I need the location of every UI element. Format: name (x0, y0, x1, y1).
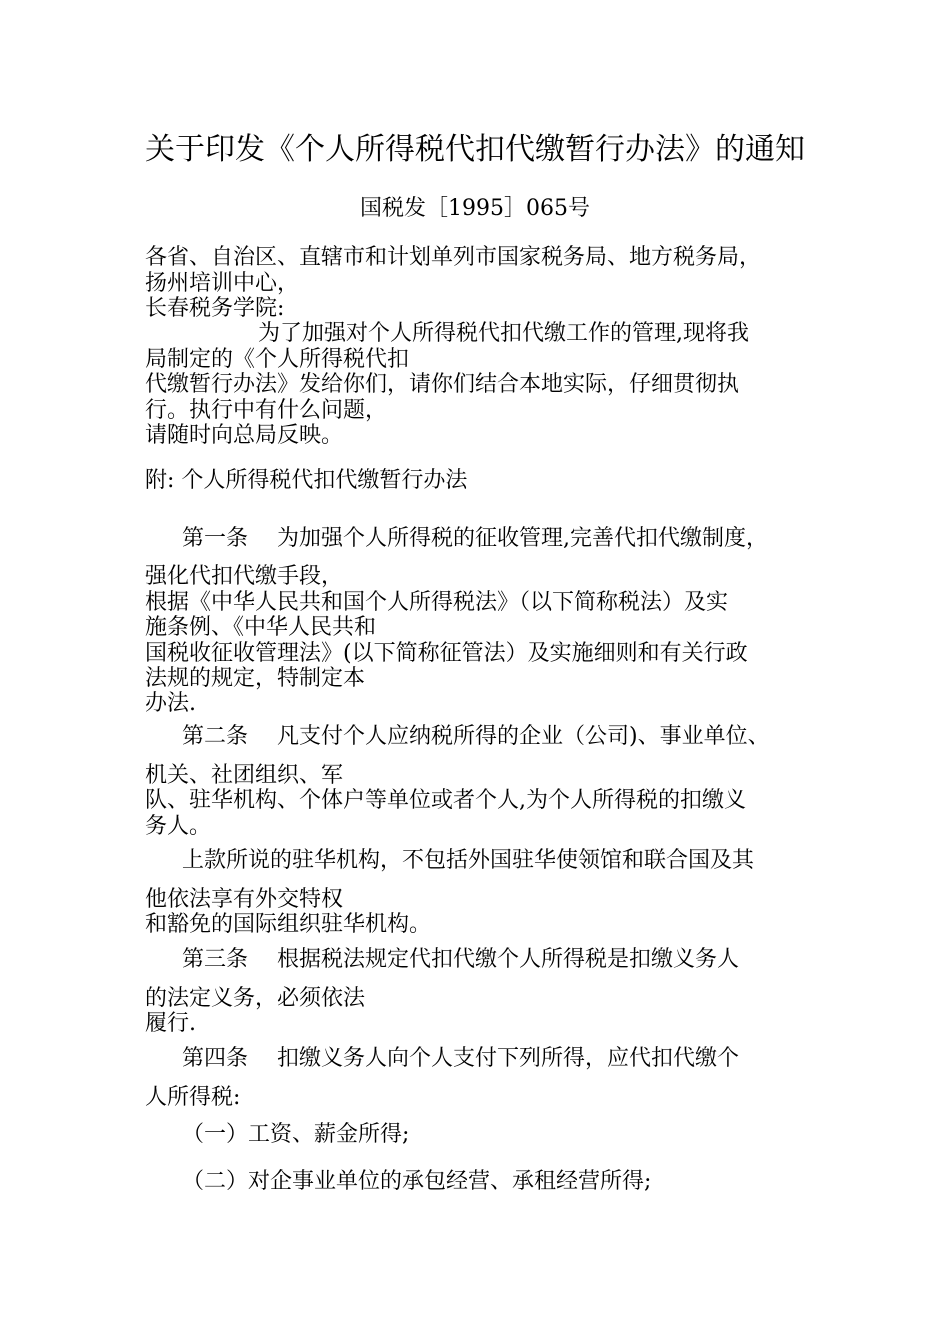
text-line: 上款所说的驻华机构，不包括外国驻华使领馆和联合国及其 (182, 848, 755, 873)
text-line: 法规的规定，特制定本 (145, 666, 366, 691)
text-line: 国税收征收管理法》(以下简称征管法）及实施细则和有关行政 (145, 641, 748, 666)
list-item-1: （一）工资、薪金所得; (182, 1122, 410, 1147)
text-line: 队、驻华机构、个体户等单位或者个人,为个人所得税的扣缴义 (145, 788, 746, 813)
text-line: 扬州培训中心， (145, 271, 300, 296)
text-line: 务人。 (145, 814, 212, 839)
document-title: 关于印发《个人所得税代扣代缴暂行办法》的通知 (145, 132, 805, 167)
text-line: 代缴暂行办法》发给你们，请你们结合本地实际，仔细贯彻执 (145, 372, 740, 397)
text-line: 人所得税: (145, 1085, 241, 1110)
text-line: 机关、社团组织、军 (145, 763, 344, 788)
article-2-heading-line: 第二条 凡支付个人应纳税所得的企业（公司)、事业单位、 (182, 724, 770, 749)
text-line: 强化代扣代缴手段， (145, 564, 344, 589)
text-line: 他依法享有外交特权 (145, 887, 344, 912)
text-line: 行。执行中有什么问题， (145, 398, 388, 423)
article-3-heading-line: 第三条 根据税法规定代扣代缴个人所得税是扣缴义务人 (182, 947, 739, 972)
text-line: 施条例、《中华人民共和 (145, 615, 377, 640)
attachment-line: 附: 个人所得税代扣代缴暂行办法 (145, 468, 468, 493)
text-line: 局制定的《个人所得税代扣 (145, 347, 410, 372)
text-line: 请随时向总局反映。 (145, 423, 344, 448)
article-4-heading-line: 第四条 扣缴义务人向个人支付下列所得，应代扣代缴个 (182, 1046, 739, 1071)
text-line: 长春税务学院: (145, 296, 285, 321)
document-number: 国税发［1995］065号 (360, 196, 590, 221)
text-line: 和豁免的国际组织驻华机构。 (145, 912, 432, 937)
text-line: 各省、自治区、直辖市和计划单列市国家税务局、地方税务局， (145, 245, 762, 270)
text-line: 办法. (145, 691, 196, 716)
text-line: 的法定义务，必须依法 (145, 986, 366, 1011)
text-line: 履行. (145, 1011, 196, 1036)
text-line: 根据《中华人民共和国个人所得税法》（以下简称税法）及实 (145, 590, 729, 615)
text-line: 为了加强对个人所得税代扣代缴工作的管理,现将我 (258, 321, 749, 346)
article-1-heading-line: 第一条 为加强个人所得税的征收管理,完善代扣代缴制度， (182, 526, 768, 551)
list-item-2: （二）对企事业单位的承包经营、承租经营所得; (182, 1169, 652, 1194)
